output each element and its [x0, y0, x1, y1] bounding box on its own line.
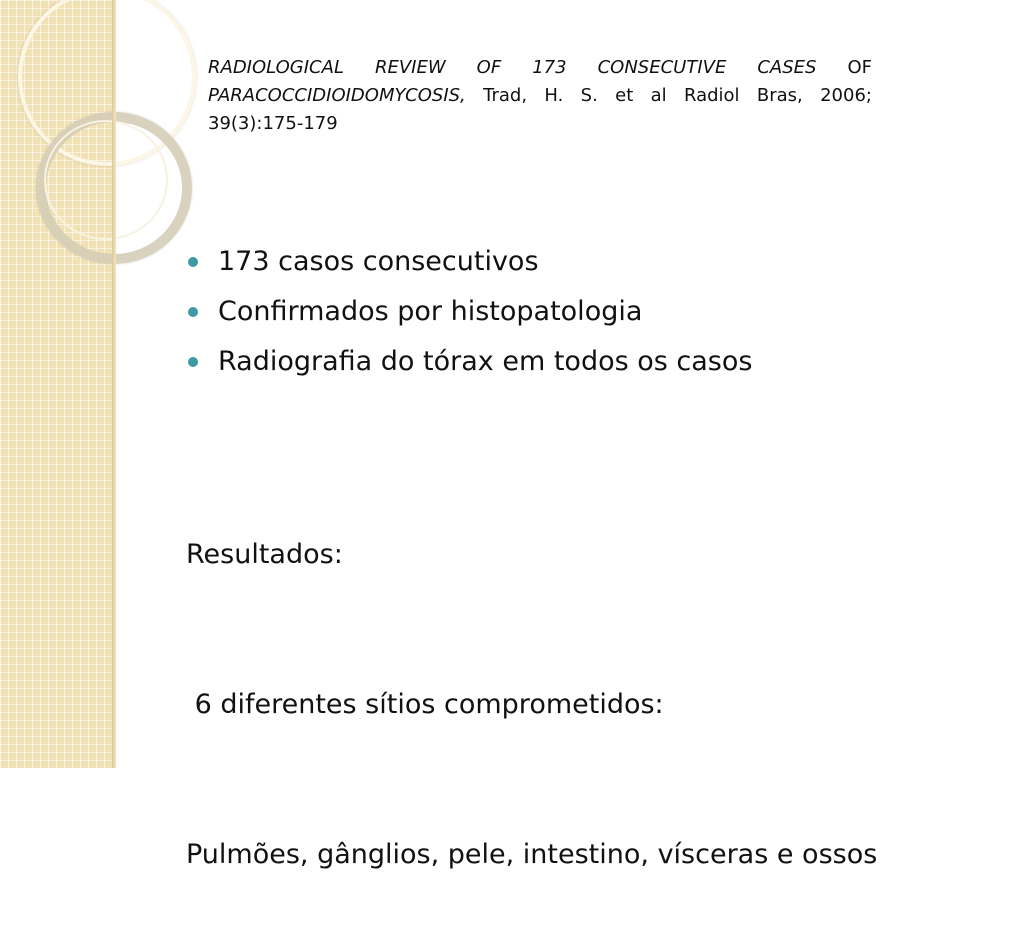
bullet-text: Radiografia do tórax em todos os casos [218, 346, 753, 377]
results-line: Pulmões, gânglios, pele, intestino, vísceras e ossos [186, 839, 878, 870]
side-panel-edge [112, 0, 116, 768]
results-block [186, 430, 877, 930]
decorative-ring [18, 0, 196, 166]
bullet-text: 173 casos consecutivos [218, 246, 539, 277]
citation-block [208, 54, 872, 138]
bullet-text: Confirmados por histopatologia [218, 296, 643, 327]
bullet-dot-icon [188, 357, 198, 367]
decorative-side-panel [0, 0, 112, 768]
citation-reference: Trad, H. S. et al Radiol Bras, 2006; 39(3):175-179 [208, 85, 872, 134]
bullet-item [186, 287, 752, 337]
bullet-dot-icon [188, 257, 198, 267]
bullet-list [186, 237, 752, 387]
decorative-ring [44, 120, 168, 240]
citation-title-continued: PARACOCCIDIOIDOMYCOSIS, [208, 85, 466, 106]
citation-title-of: OF [847, 57, 872, 78]
bullet-dot-icon [188, 307, 198, 317]
citation-title: RADIOLOGICAL REVIEW OF 173 CONSECUTIVE CASES [208, 57, 817, 78]
bullet-item [186, 337, 752, 387]
results-line: 6 diferentes sítios comprometidos: [186, 689, 664, 720]
bullet-item [186, 237, 752, 287]
results-heading: Resultados: [186, 539, 343, 570]
